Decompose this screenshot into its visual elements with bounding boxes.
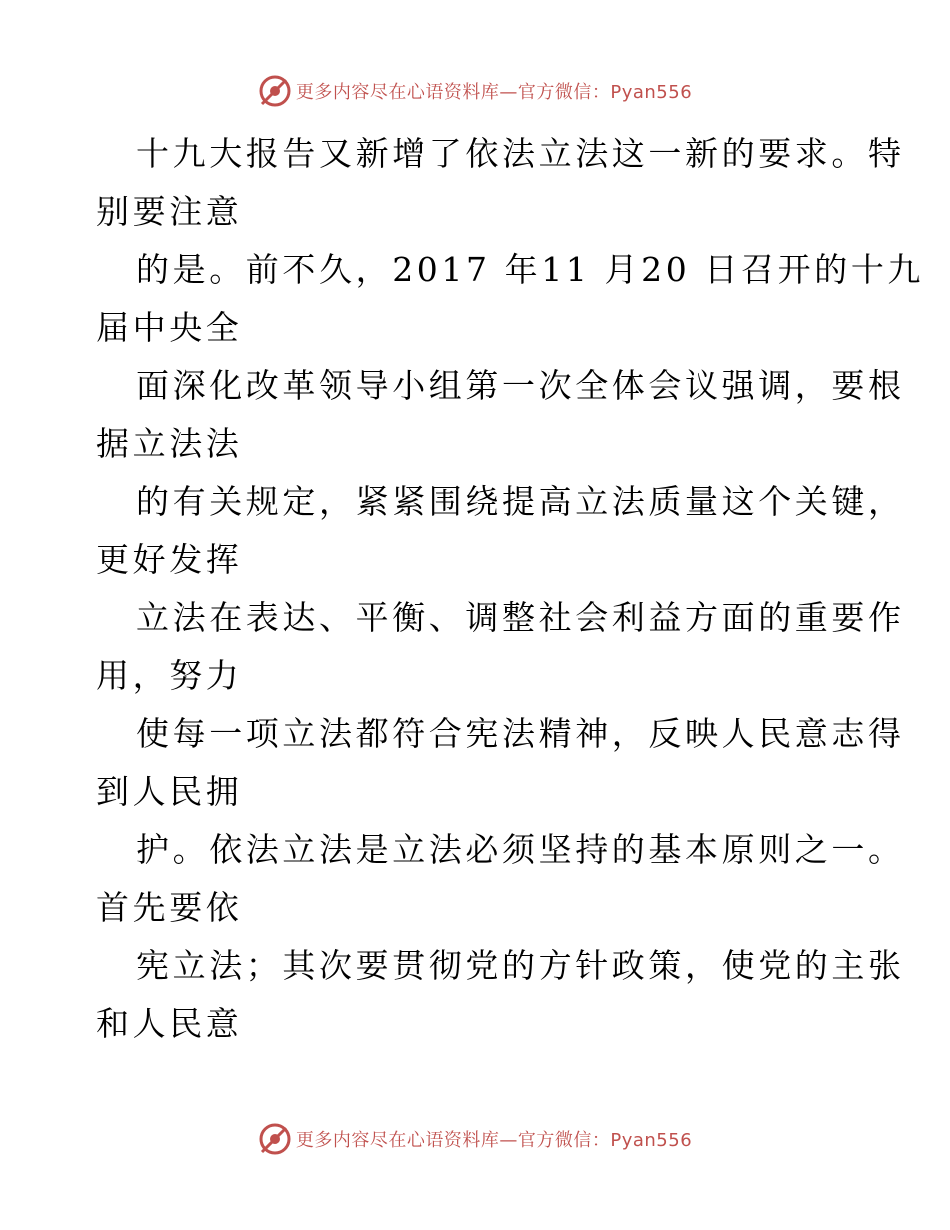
text-line: 据立法法: [96, 424, 243, 463]
footer-banner-text: 更多内容尽在心语资料库—官方微信：Pyan556: [295, 1130, 693, 1151]
text-line: 和人民意: [96, 1004, 243, 1043]
text-line: 的有关规定，紧紧围绕提高立法质量这个关键，: [136, 482, 905, 521]
text-line: 面深化改革领导小组第一次全体会议强调，要根: [136, 366, 905, 405]
text-line: 立法在表达、平衡、调整社会利益方面的重要作: [136, 598, 905, 637]
logo-icon: [258, 1122, 292, 1156]
text-line: 十九大报告又新增了依法立法这一新的要求。特: [136, 134, 905, 173]
text-line: 使每一项立法都符合宪法精神，反映人民意志得: [136, 714, 905, 753]
text-line: 用，努力: [96, 656, 243, 695]
text-line: 宪立法；其次要贯彻党的方针政策，使党的主张: [136, 946, 905, 985]
logo-icon: [258, 74, 292, 108]
text-line: 届中央全: [96, 308, 243, 347]
footer-watermark-banner: [0, 1122, 950, 1156]
text-line: 护。依法立法是立法必须坚持的基本原则之一。: [136, 830, 905, 869]
header-banner-text: 更多内容尽在心语资料库—官方微信：Pyan556: [295, 82, 693, 103]
text-line: 首先要依: [96, 888, 243, 927]
header-watermark-banner: [0, 74, 950, 108]
text-line: 别要注意: [96, 192, 243, 231]
text-line: 更好发挥: [96, 540, 243, 579]
text-line: 的是。前不久，2017 年11 月20 日召开的十九: [136, 250, 925, 289]
text-line: 到人民拥: [96, 772, 243, 811]
document-body: [96, 125, 925, 1053]
